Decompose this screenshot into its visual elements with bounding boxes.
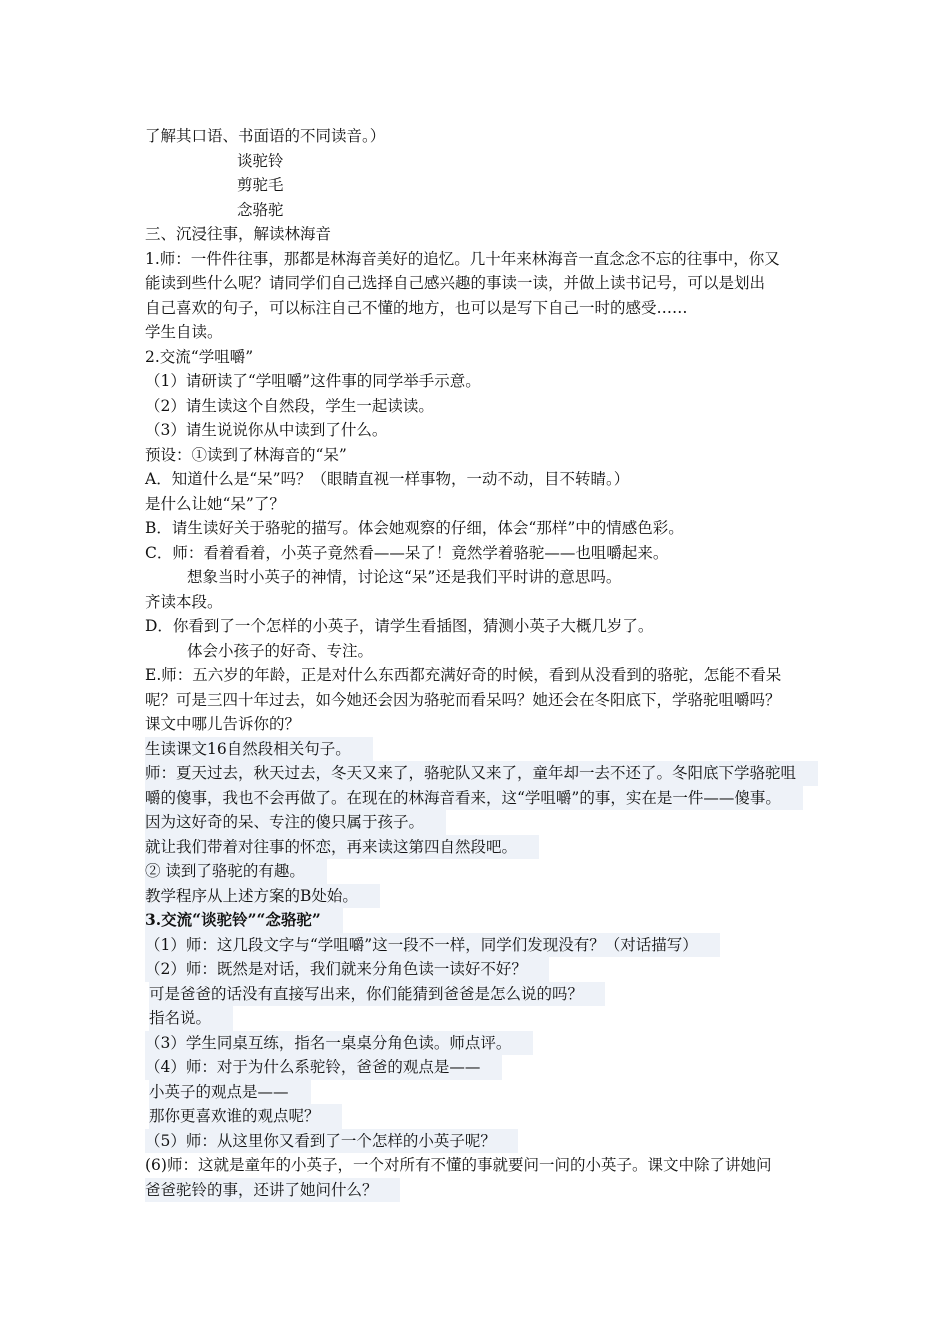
text-line: D．你看到了一个怎样的小英子，请学生看插图，猜测小英子大概几岁了。: [145, 617, 654, 635]
text-line: （3）学生同桌互练，指名一桌桌分角色读。师点评。: [145, 1031, 533, 1056]
text-line: 体会小孩子的好奇、专注。: [187, 641, 374, 660]
text-line: 小英子的观点是——: [149, 1080, 311, 1105]
text-line: （1）师：这几段文字与“学咀嚼”这一段不一样，同学们发现没有？（对话描写）: [145, 933, 720, 958]
text-line: （2）请生读这个自然段，学生一起读读。: [145, 396, 434, 415]
text-line: 能读到些什么呢？请同学们自己选择自己感兴趣的事读一读，并做上读书记号，可以是划出: [145, 274, 766, 292]
text-line: 剪驼毛: [237, 176, 284, 194]
text-line: 指名说。: [149, 1006, 233, 1031]
text-line: 就让我们带着对往事的怀恋，再来读这第四自然段吧。: [145, 835, 539, 860]
text-line: (6)师：这就是童年的小英子，一个对所有不懂的事就要问一问的小英子。课文中除了讲她问: [145, 1156, 772, 1174]
text-line: 自己喜欢的句子，可以标注自己不懂的地方，也可以是写下自己一时的感受……: [145, 298, 688, 317]
text-line: 是什么让她“呆”了？: [145, 494, 285, 513]
text-line: 念骆驼: [237, 200, 284, 219]
text-line: B．请生读好关于骆驼的描写。体会她观察的仔细，体会“那样”中的情感色彩。: [145, 519, 684, 537]
text-line: 齐读本段。: [145, 592, 223, 611]
text-line: 师：夏天过去，秋天过去，冬天又来了，骆驼队又来了，童年却一去不还了。冬阳底下学骆驼咀: [145, 761, 818, 786]
text-line: 那你更喜欢谁的观点呢？: [149, 1104, 342, 1129]
text-line: 三、沉浸往事，解读林海音: [145, 225, 332, 243]
text-line: C．师：看着看着，小英子竟然看——呆了！竟然学着骆驼——也咀嚼起来。: [145, 543, 669, 562]
text-line: A．知道什么是“呆”吗？（眼睛直视一样事物，一动不动，目不转睛。）: [145, 470, 630, 488]
text-line: （2）师：既然是对话，我们就来分角色读一读好不好？: [145, 957, 549, 982]
text-line: 因为这好奇的呆、专注的傻只属于孩子。: [145, 810, 446, 835]
text-line: 爸爸驼铃的事，还讲了她问什么？: [145, 1178, 400, 1203]
text-line: 了解其口语、书面语的不同读音。）: [145, 127, 386, 145]
text-line: （4）师：对于为什么系驼铃，爸爸的观点是——: [145, 1055, 502, 1080]
text-line: ② 读到了骆驼的有趣。: [145, 859, 327, 884]
text-line: （3）请生说说你从中读到了什么。: [145, 421, 388, 439]
text-line: 学生自读。: [145, 323, 223, 341]
text-line: 想象当时小英子的神情，讨论这“呆”还是我们平时讲的意思吗。: [187, 568, 622, 586]
text-line: （5）师：从这里你又看到了一个怎样的小英子呢？: [145, 1129, 518, 1154]
text-line: 谈驼铃: [237, 151, 284, 170]
text-line: 教学程序从上述方案的B处始。: [145, 884, 380, 909]
text-line: 1.师：一件件往事，那都是林海音美好的追忆。几十年来林海音一直念念不忘的往事中，你又: [145, 249, 780, 268]
lesson-plan-text: [145, 124, 825, 1202]
text-line: 课文中哪儿告诉你的？: [145, 715, 301, 733]
text-line: 可是爸爸的话没有直接写出来，你们能猜到爸爸是怎么说的吗？: [149, 982, 605, 1007]
text-line: 2.交流“学咀嚼”: [145, 347, 254, 366]
text-line: 3.交流“谈驼铃”“念骆驼”: [145, 908, 343, 933]
text-line: 预设：①读到了林海音的“呆”: [145, 445, 347, 464]
text-line: 呢？可是三四十年过去，如今她还会因为骆驼而看呆吗？她还会在冬阳底下，学骆驼咀嚼吗？: [145, 690, 781, 709]
text-line: （1）请研读了“学咀嚼”这件事的同学举手示意。: [145, 372, 481, 390]
text-line: 嚼的傻事，我也不会再做了。在现在的林海音看来，这“学咀嚼”的事，实在是一件——傻事。: [145, 786, 803, 811]
text-line: 生读课文16自然段相关句子。: [145, 737, 373, 762]
text-line: E.师：五六岁的年龄，正是对什么东西都充满好奇的时候，看到从没看到的骆驼，怎能不看呆: [145, 666, 782, 684]
